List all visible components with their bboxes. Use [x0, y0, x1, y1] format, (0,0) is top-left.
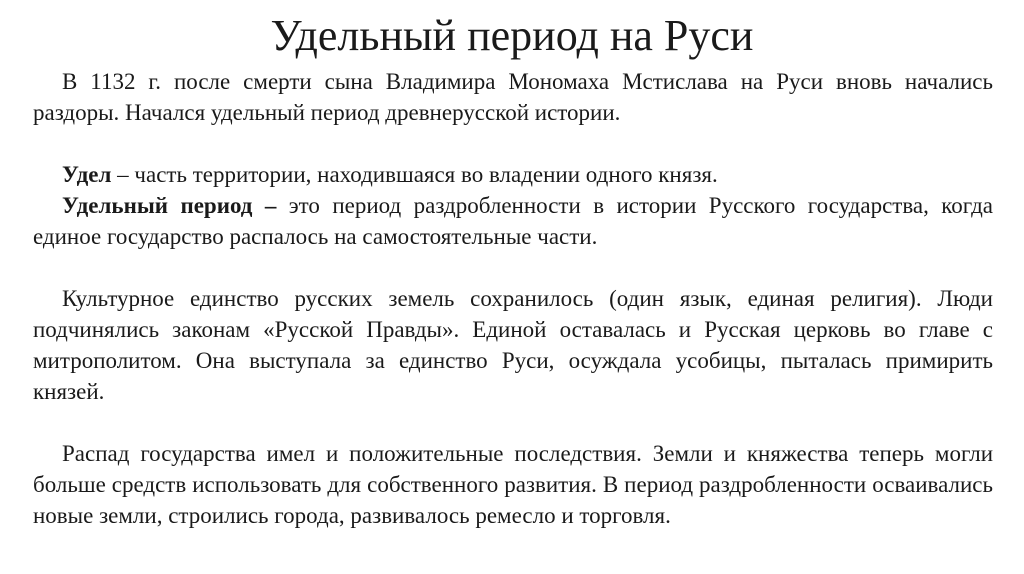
definition-udelny-period-text: это период раздробленности в истории Русского государства, когда единое государство распалось на самостоятельные части.: [33, 193, 994, 249]
page-title: Удельный период на Руси: [270, 11, 754, 60]
paragraph-spacer: [33, 128, 993, 159]
term-udel: Удел: [62, 162, 112, 187]
term-udelny-period: Удельный период –: [62, 193, 277, 218]
definition-udel-text: – часть территории, находившаяся во владении одного князя.: [111, 162, 718, 187]
document-body: [33, 66, 993, 531]
paragraph-intro: В 1132 г. после смерти сына Владимира Мономаха Мстислава на Руси вновь начались раздоры. Начался удельный период древнерусской истории.: [33, 69, 993, 125]
paragraph-spacer: [33, 252, 993, 283]
definition-udel: [33, 159, 993, 190]
paragraph-spacer: [33, 407, 993, 438]
paragraph-positive-consequences: Распад государства имел и положительные последствия. Земли и княжества теперь могли больше средств использовать для собственного развития. В период раздробленности осваивались новые земли, строились города, развивалось ремесло и торговля.: [33, 441, 993, 528]
paragraph-cultural-unity: Культурное единство русских земель сохранилось (один язык, единая религия). Люди подчинялись законам «Русской Правды». Единой оставалась и Русская церковь во главе с митрополитом. Она выступала за единство Руси, осуждала усобицы, пыталась примирить князей.: [33, 286, 993, 404]
definition-udelny-period: [33, 190, 993, 252]
